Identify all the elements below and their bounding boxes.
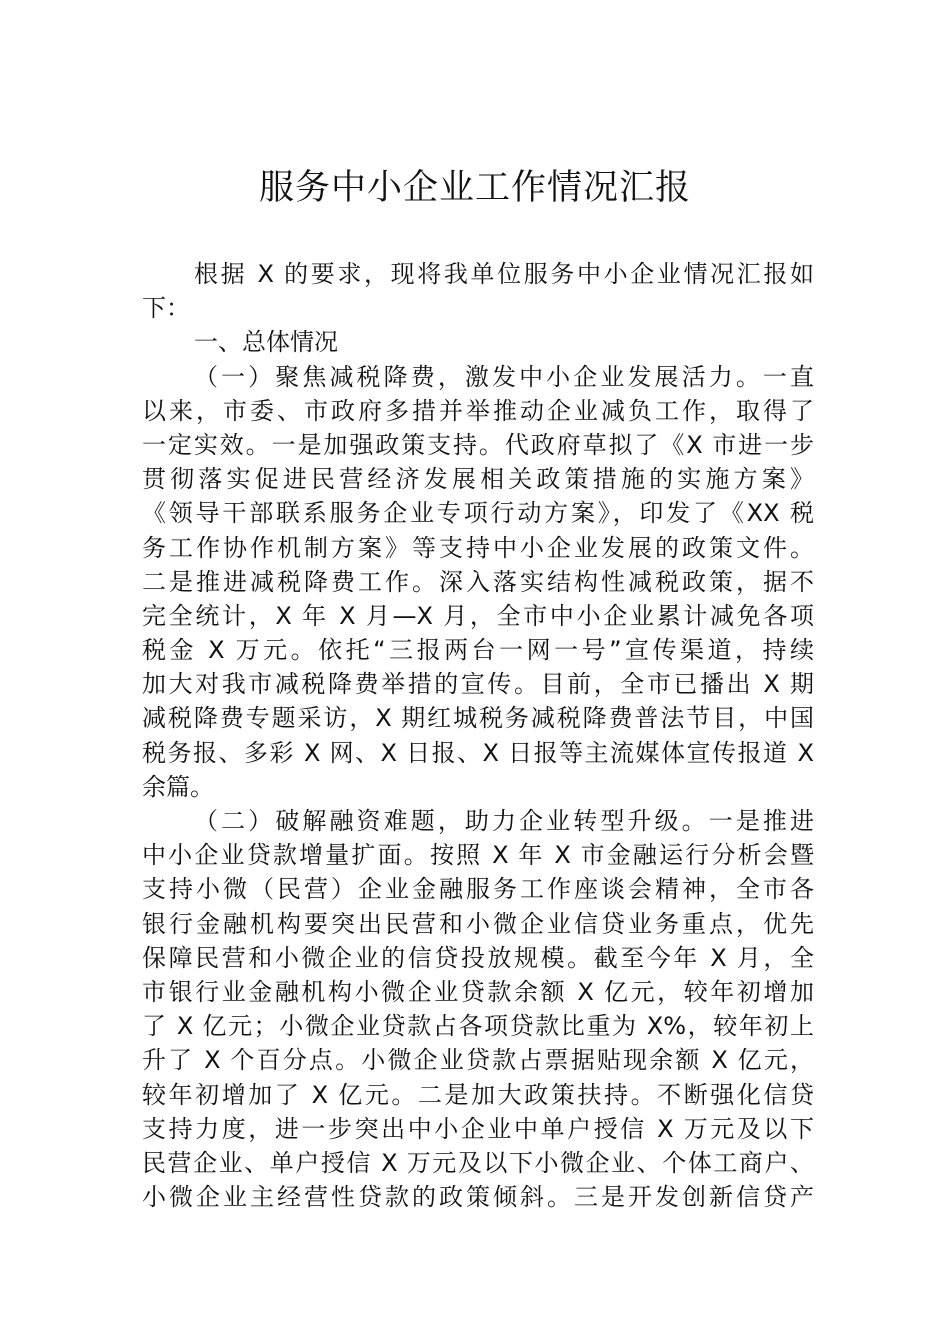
text-line: 加大对我市减税降费举措的宣传。目前，全市已播出 X 期 xyxy=(142,670,814,699)
text-line: （一）聚焦减税降费，激发中小企业发展活力。一直 xyxy=(194,362,814,391)
text-line: 一定实效。一是加强政策支持。代政府草拟了《X 市进一步 xyxy=(142,430,814,459)
text-line: 了 X 亿元；小微企业贷款占各项贷款比重为 X%，较年初上 xyxy=(142,1012,814,1041)
text-line: 税务报、多彩 X 网、X 日报、X 日报等主流媒体宣传报道 X xyxy=(142,738,814,767)
text-line: 务工作协作机制方案》等支持中小企业发展的政策文件。 xyxy=(142,533,814,562)
text-line: 《领导干部联系服务企业专项行动方案》，印发了《XX 税 xyxy=(142,499,814,528)
text-line: 税金 X 万元。依托“三报两台一网一号”宣传渠道，持续 xyxy=(142,636,814,665)
page-title: 服务中小企业工作情况汇报 xyxy=(258,168,691,208)
text-line: 较年初增加了 X 亿元。二是加大政策扶持。不断强化信贷 xyxy=(142,1080,814,1109)
text-line: 贯彻落实促进民营经济发展相关政策措施的实施方案》 xyxy=(142,465,814,494)
text-line: 升了 X 个百分点。小微企业贷款占票据贴现余额 X 亿元， xyxy=(142,1046,814,1075)
text-line: 二是推进减税降费工作。深入落实结构性减税政策，据不 xyxy=(142,567,814,596)
text-line: 民营企业、单户授信 X 万元及以下小微企业、个体工商户、 xyxy=(142,1148,814,1177)
text-line: 减税降费专题采访，X 期红城税务减税降费普法节目，中国 xyxy=(142,704,814,733)
text-line: 支持小微（民营）企业金融服务工作座谈会精神，全市各 xyxy=(142,875,814,904)
document-body xyxy=(142,257,814,1214)
text-line: 保障民营和小微企业的信贷投放规模。截至今年 X 月，全 xyxy=(142,943,814,972)
text-line: 根据 X 的要求，现将我单位服务中小企业情况汇报如 xyxy=(194,260,814,288)
text-line: 以来，市委、市政府多措并举推动企业减负工作，取得了 xyxy=(142,396,814,425)
text-line: 市银行业金融机构小微企业贷款余额 X 亿元，较年初增加 xyxy=(142,977,814,1006)
text-line: 下： xyxy=(142,294,190,323)
text-line: 小微企业主经营性贷款的政策倾斜。三是开发创新信贷产 xyxy=(142,1183,814,1212)
text-line: 支持力度，进一步突出中小企业中单户授信 X 万元及以下 xyxy=(142,1114,814,1143)
text-line: 余篇。 xyxy=(142,772,214,801)
text-line: 一、总体情况 xyxy=(194,328,338,357)
text-line: （二）破解融资难题，助力企业转型升级。一是推进 xyxy=(194,807,814,835)
text-line: 完全统计，X 年 X 月—X 月，全市中小企业累计减免各项 xyxy=(142,601,814,630)
text-line: 中小企业贷款增量扩面。按照 X 年 X 市金融运行分析会暨 xyxy=(142,841,814,870)
text-line: 银行金融机构要突出民营和小微企业信贷业务重点，优先 xyxy=(142,909,814,938)
